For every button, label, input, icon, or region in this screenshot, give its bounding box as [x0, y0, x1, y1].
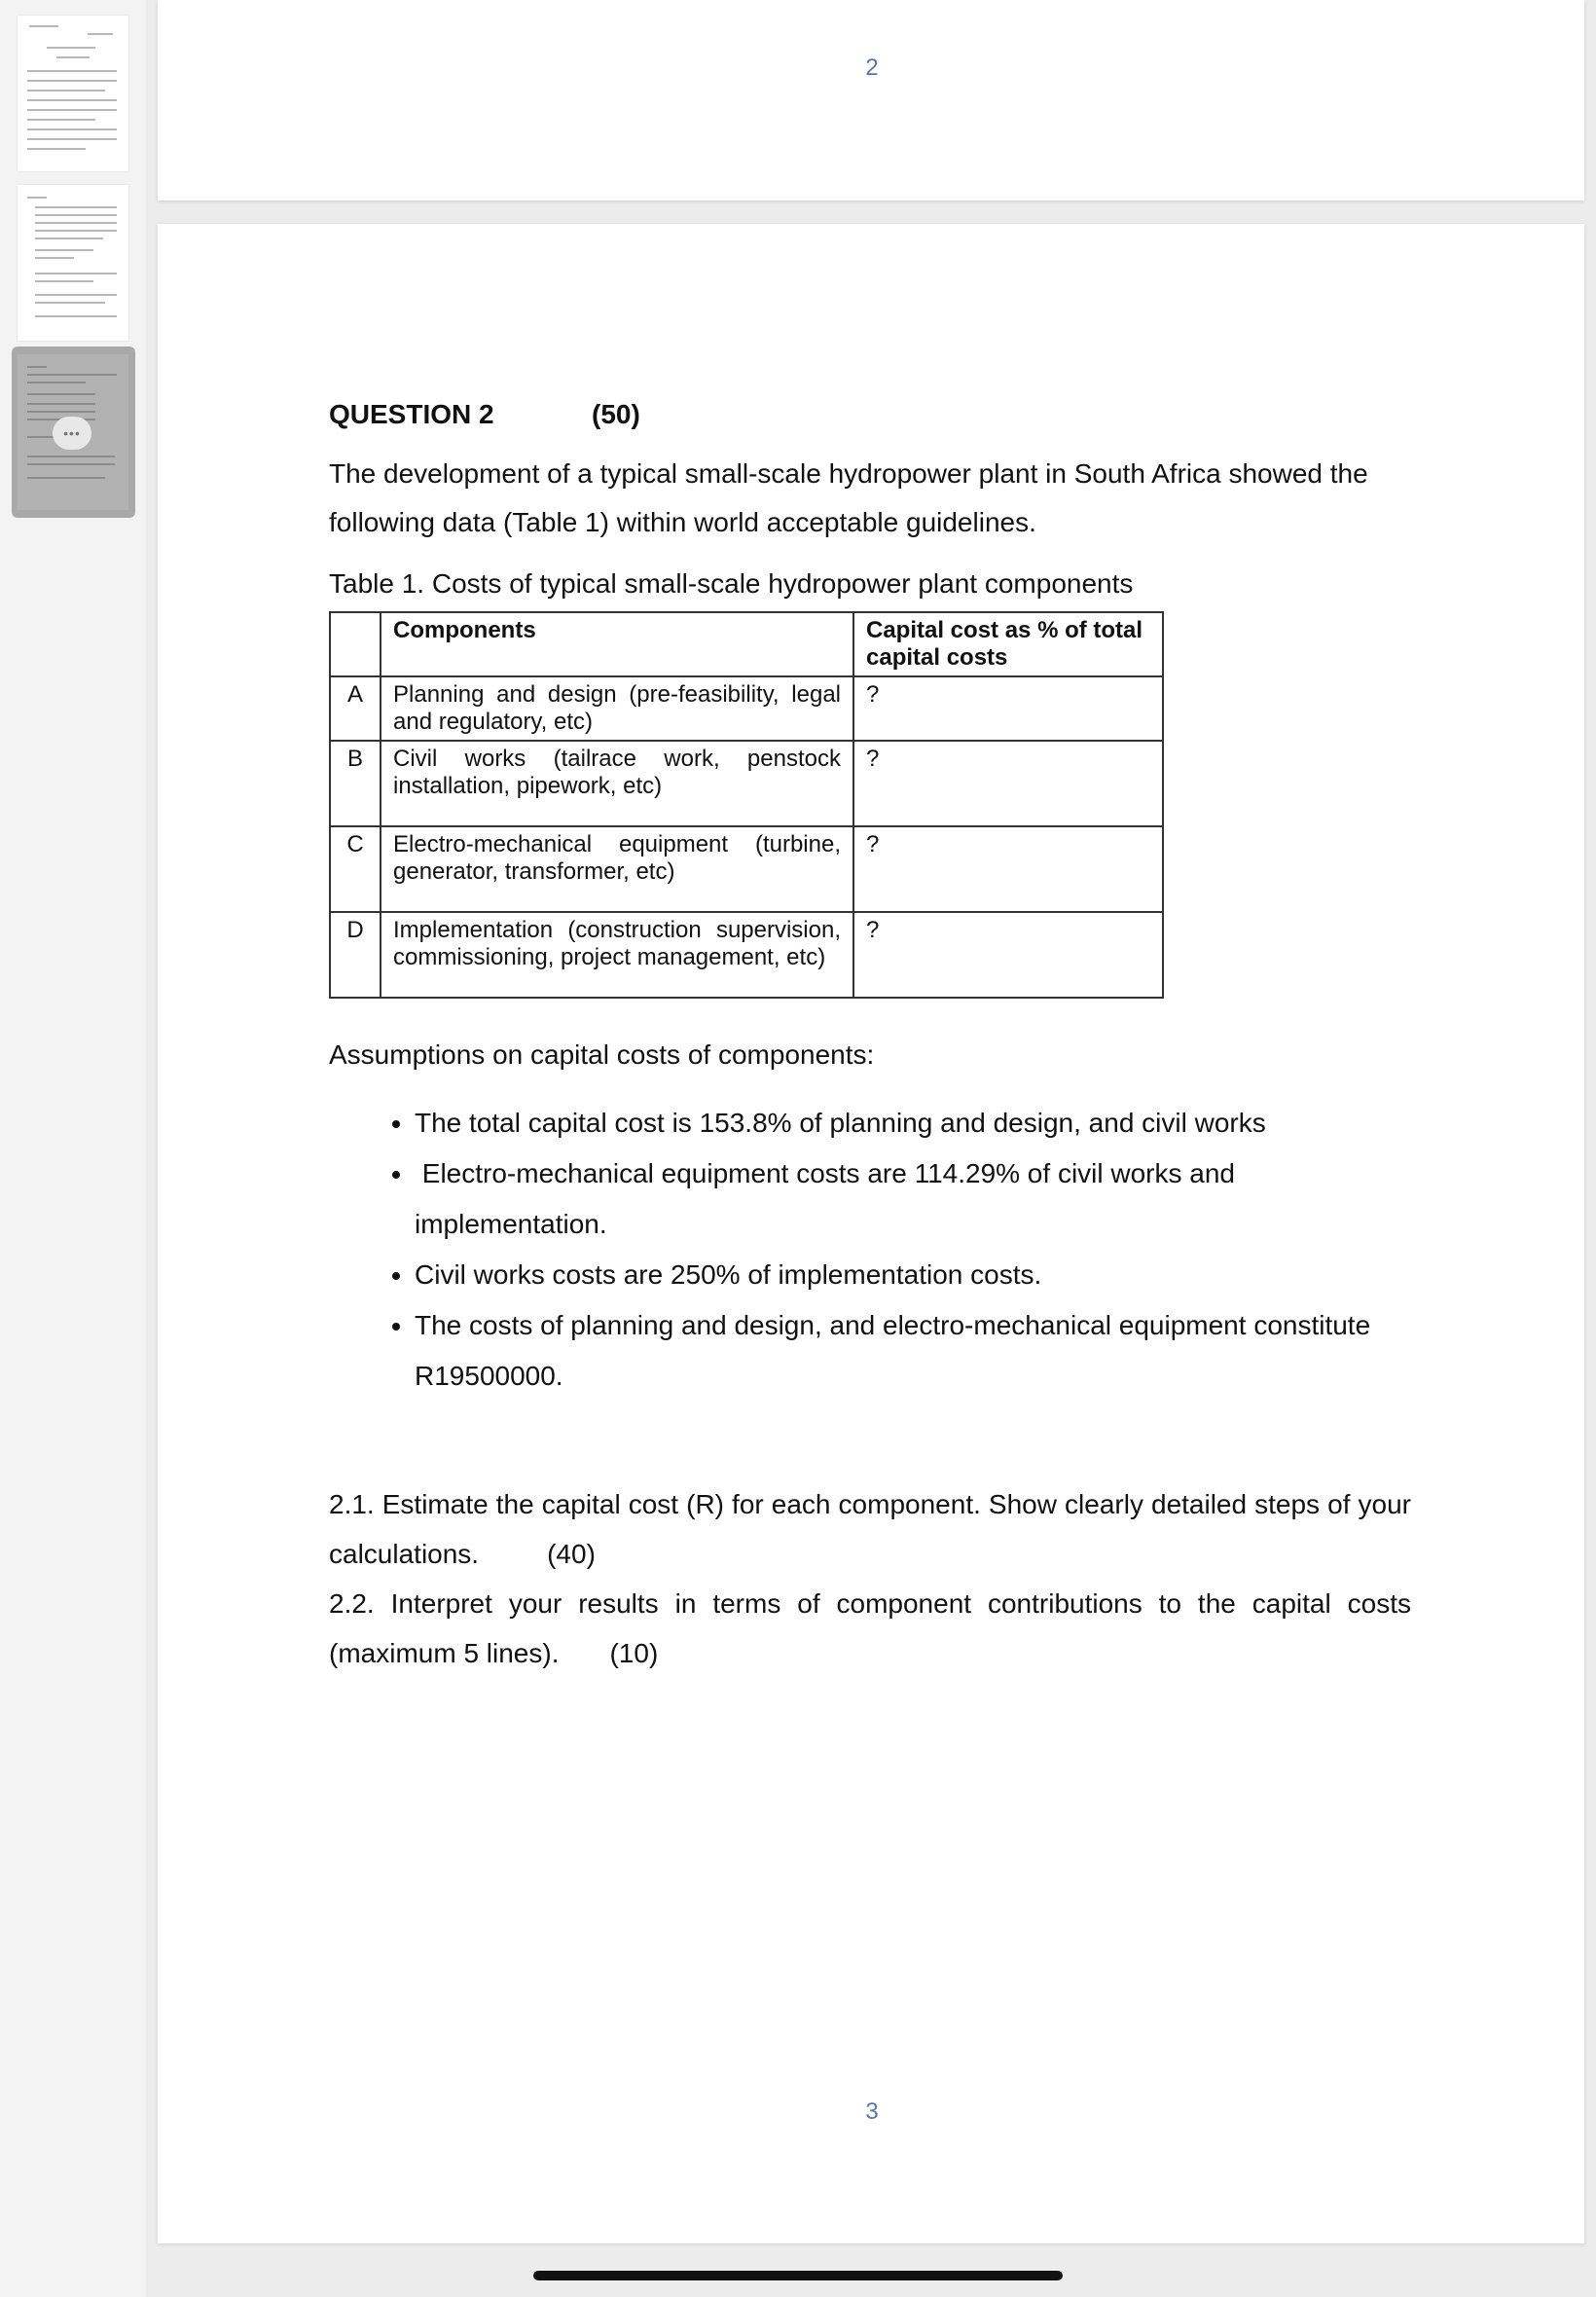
page-number: 2 — [865, 55, 879, 81]
table-row — [330, 741, 1163, 826]
row-letter: B — [330, 741, 381, 826]
page-thumbnail-2[interactable] — [18, 185, 128, 341]
costs-table — [329, 611, 1164, 999]
table-header-cell — [330, 612, 381, 676]
row-component: Electro-mechanical equipment (turbine, generator, transformer, etc) — [381, 826, 853, 912]
row-value: ? — [853, 741, 1163, 826]
task-text: 2.1. Estimate the capital cost (R) for each component. Show clearly detailed steps of your calculations. — [329, 1489, 1411, 1569]
task-text: 2.2. Interpret your results in terms of component contributions to the capital costs (maximum 5 lines). — [329, 1588, 1411, 1668]
assumptions-heading: Assumptions on capital costs of components: — [329, 1039, 875, 1070]
task-2-1 — [329, 1479, 1411, 1579]
question-heading — [329, 399, 1411, 438]
list-item: • The costs of planning and design, and electro-mechanical equipment constitute R19500000. — [415, 1300, 1411, 1402]
row-value: ? — [853, 676, 1163, 741]
document-page-2 — [158, 0, 1584, 201]
row-letter: A — [330, 676, 381, 741]
table-row — [330, 912, 1163, 998]
task-marks: (10) — [609, 1638, 659, 1668]
task-list — [329, 1479, 1411, 1678]
table-caption: Table 1. Costs of typical small-scale hydropower plant components — [329, 568, 1134, 599]
table-row — [330, 826, 1163, 912]
document-page-3 — [158, 224, 1584, 2243]
list-item: • Civil works costs are 250% of implementation costs. — [415, 1250, 1411, 1300]
question-marks: (50) — [592, 399, 640, 429]
home-indicator[interactable] — [533, 2271, 1063, 2280]
page-thumbnail-1[interactable] — [18, 16, 128, 171]
list-item: • The total capital cost is 153.8% of planning and design, and civil works — [415, 1098, 1411, 1148]
row-value: ? — [853, 826, 1163, 912]
table-row — [330, 676, 1163, 741]
question-title: QUESTION 2 — [329, 399, 494, 429]
table-header-row — [330, 612, 1163, 676]
row-component: Civil works (tailrace work, penstock installation, pipework, etc) — [381, 741, 853, 826]
row-component: Planning and design (pre-feasibility, legal and regulatory, etc) — [381, 676, 853, 741]
assumptions-list — [329, 1098, 1411, 1402]
thumbnail-more-icon[interactable]: ••• — [53, 417, 91, 450]
list-item: • Electro-mechanical equipment costs are 114.29% of civil works and implementation. — [415, 1148, 1411, 1250]
table-header-cell: Capital cost as % of total capital costs — [853, 612, 1163, 676]
row-letter: C — [330, 826, 381, 912]
row-letter: D — [330, 912, 381, 998]
thumbnail-sidebar — [0, 0, 146, 2297]
question-intro: The development of a typical small-scale hydropower plant in South Africa showed the following data (Table 1) within world acceptable guidelines. — [329, 458, 1368, 537]
table-header-cell: Components — [381, 612, 853, 676]
task-2-2 — [329, 1579, 1411, 1678]
row-component: Implementation (construction supervision, commissioning, project management, etc) — [381, 912, 853, 998]
row-value: ? — [853, 912, 1163, 998]
page-number: 3 — [865, 2098, 879, 2125]
task-marks: (40) — [547, 1539, 596, 1569]
